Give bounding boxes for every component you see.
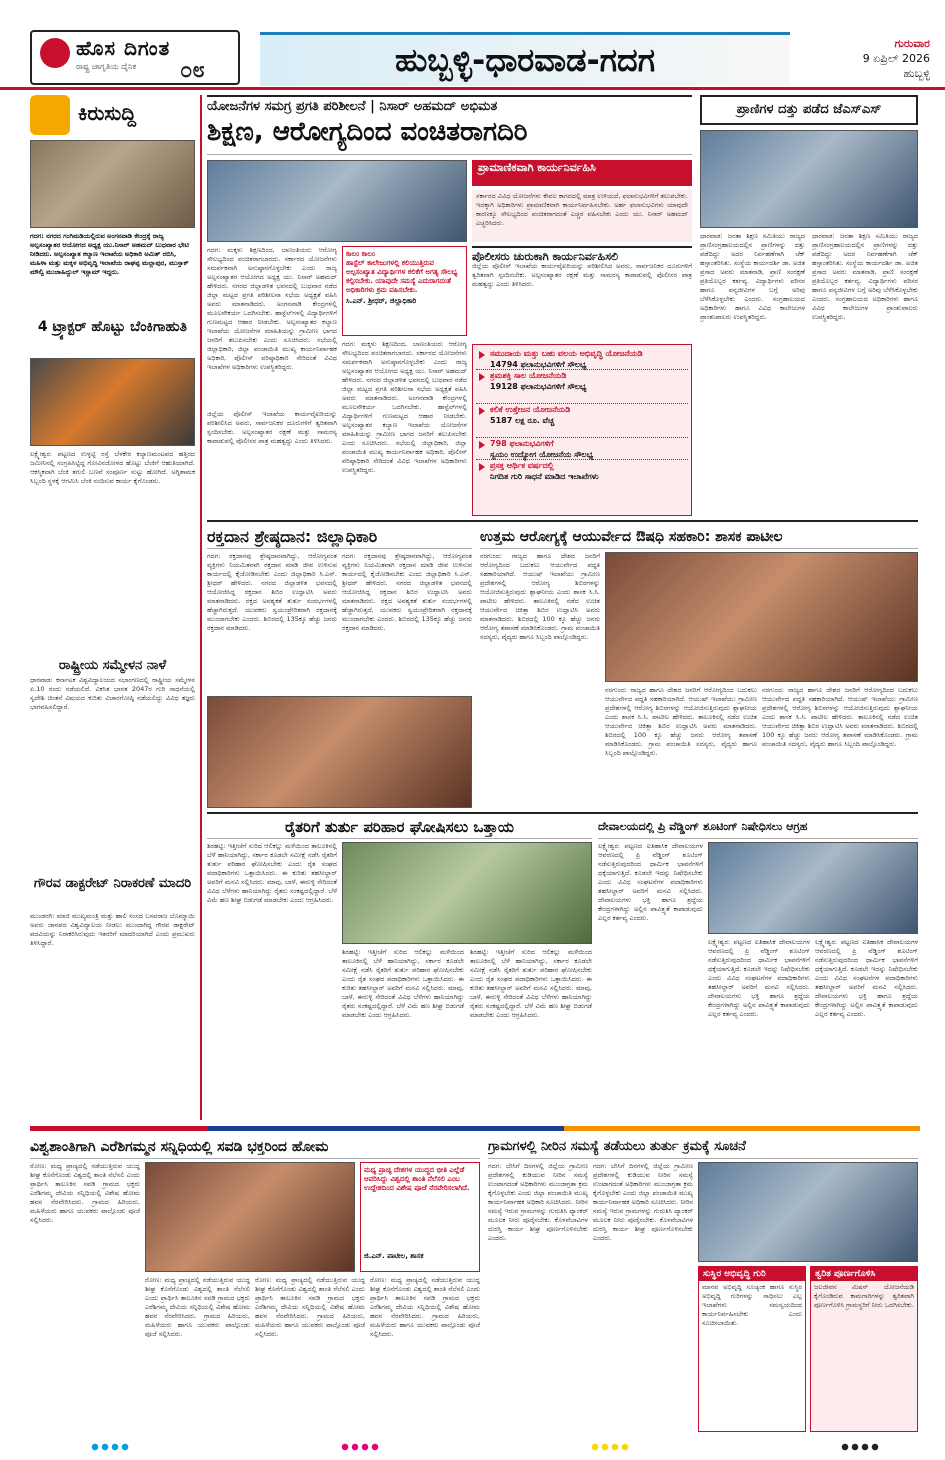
vishwashanti-body-col4: ರೋಣ: ಮಧ್ಯ ಪ್ರಾಚ್ಯದಲ್ಲಿ ನಡೆಯುತ್ತಿರುವ ಯುದ್ಧ ಶೀಘ್ರ ಕೊನೆಗೊಂಡು ವಿಶ್ವದಲ್ಲಿ ಶಾಂತಿ ನೆಲೆಸಲಿ ಎಂದು ಪ್ರಾರ್ಥಿಸಿ ತಾಲೂಕಿನ ಸವಡಿ ಗ್ರಾಮದ ಭಕ್ತರು ಎರೆಶಿಗಮ್ಮ ದೇವಿಯ ಸನ್ನಿಧಿಯಲ್ಲಿ ವಿಶೇಷ ಹೋಮ ಹವನ ನೆರವೇರಿಸಿದರು. ಗ್ರಾಮದ ಹಿರಿಯರು, ಮಹಿಳೆಯರು ಹಾಗೂ ಯುವಕರು ಪಾಲ್ಗೊಂಡು ಪೂಜೆ ಸಲ್ಲಿಸಿದರು. — [370, 1276, 480, 1338]
lead-headline: ಶಿಕ್ಷಣ, ಆರೋಗ್ಯದಿಂದ ವಂಚಿತರಾಗದಿರಿ — [207, 117, 528, 147]
logo-tagline: ರಾಷ್ಟ್ರ ಜಾಗೃತಿಯ ದೈನಿಕ — [76, 62, 137, 71]
lead-photo — [207, 160, 467, 242]
rakta-body-col2: ಗದಗ: ರಕ್ತದಾನವು ಶ್ರೇಷ್ಠದಾನವಾಗಿದ್ದು, ಆರೋಗ್ಯವಂತ ವ್ಯಕ್ತಿಗಳು ನಿಯಮಿತವಾಗಿ ರಕ್ತದಾನ ಮಾಡಿ ಜೀವ ಉಳಿಸುವ ಕಾರ್ಯದಲ್ಲಿ ಕೈಜೋಡಿಸಬೇಕು ಎಂದು ಜಿಲ್ಲಾಧಿಕಾರಿ ಸಿ.ಎನ್. ಶ್ರೀಧರ್ ಹೇಳಿದರು. ನಗರದ ಜಿಲ್ಲಾಡಳಿತ ಭವನದಲ್ಲಿ ಆಯೋಜಿಸಿದ್ದ ರಕ್ತದಾನ ಶಿಬಿರ ಉದ್ಘಾಟಿಸಿ ಅವರು ಮಾತನಾಡಿದರು. ರಕ್ತದ ಅವಶ್ಯಕತೆ ತುರ್ತು ಸಂದರ್ಭಗಳಲ್ಲಿ ಹೆಚ್ಚಾಗಿರುತ್ತದೆ. ಯುವಕರು ಸ್ವಯಂಪ್ರೇರಿತರಾಗಿ ರಕ್ತದಾನಕ್ಕೆ ಮುಂದಾಗಬೇಕು ಎಂದರು. ಶಿಬಿರದಲ್ಲಿ 135ಕ್ಕೂ ಹೆಚ್ಚು ಜನರು ರಕ್ತದಾನ ಮಾಡಿದರು. — [342, 552, 472, 632]
section-rule — [207, 520, 918, 522]
bullet-item: ಶ್ರಮಶಕ್ತಿ ಸಾಲ ಯೋಜನೆಯಡಿ 19128 ಫಲಾನುಭವಿಗಳಿಗೆ ಸೌಲಭ್ಯ — [476, 370, 688, 404]
edition-place: ಹುಬ್ಬಳ್ಳಿ — [903, 67, 930, 80]
vishwashanti-quote-text: ಮಧ್ಯ ಪ್ರಾಚ್ಯ ದೇಶಗಳ ಯುದ್ಧದ ಭೀತಿ ಎಲ್ಲೆಡೆ ಆವರಿಸಿದ್ದು ವಿಶ್ವದಲ್ಲಿ ಶಾಂತಿ ನೆಲೆಸಲಿ ಎಂಬ ಉದ್ದೇಶದಿಂದ ವಿಶೇಷ ಪೂಜೆ ನೆರವೇರಿಸಲಾಗಿದೆ. — [364, 1166, 470, 1192]
section-rule — [207, 812, 918, 814]
kirusuddi-photo-1 — [30, 140, 195, 228]
lead-body-col1-cont: ಜಿಲ್ಲೆಯ ಪೊಲೀಸ್ ಇಲಾಖೆಯ ಕಾರ್ಯವೈಖರಿಯನ್ನು ಪರಿಶೀಲಿಸಿದ ಅವರು, ಸಾರ್ವಜನಿಕರ ದೂರುಗಳಿಗೆ ತ್ವರಿತವಾಗಿ ಸ್ಪಂದಿಸಬೇಕು. ಅಲ್ಪಸಂಖ್ಯಾತರ ರಕ್ಷಣೆ ಮತ್ತು ಸಾಮರಸ್ಯ ಕಾಪಾಡುವಲ್ಲಿ ಪೊಲೀಸರ ಪಾತ್ರ ಮಹತ್ವದ್ದು ಎಂದು ತಿಳಿಸಿದರು. — [207, 410, 337, 445]
lead-sub2-body: ಜಿಲ್ಲೆಯ ಪೊಲೀಸ್ ಇಲಾಖೆಯ ಕಾರ್ಯವೈಖರಿಯನ್ನು ಪರಿಶೀಲಿಸಿದ ಅವರು, ಸಾರ್ವಜನಿಕರ ದೂರುಗಳಿಗೆ ತ್ವರಿತವಾಗಿ ಸ್ಪಂದಿಸಬೇಕು. ಅಲ್ಪಸಂಖ್ಯಾತರ ರಕ್ಷಣೆ ಮತ್ತು ಸಾಮರಸ್ಯ ಕಾಪಾಡುವಲ್ಲಿ ಪೊಲೀಸರ ಪಾತ್ರ ಮಹತ್ವದ್ದು ಎಂದು ತಿಳಿಸಿದರು. — [472, 262, 692, 288]
ayurveda-headline: ಉತ್ತಮ ಆರೋಗ್ಯಕ್ಕೆ ಆಯುರ್ವೇದ ಔಷಧಿ ಸಹಕಾರಿ: ಶಾಸಕ ಪಾಟೀಲ — [480, 526, 918, 549]
lead-sub1-title: ಪ್ರಾಮಾಣಿಕವಾಗಿ ಕಾರ್ಯನಿರ್ವಹಿಸಿ — [472, 160, 692, 186]
pranigala-body-col2: ಧಾರವಾಡ: ಜನತಾ ಶಿಕ್ಷಣ ಸಮಿತಿಯು ರಾಜ್ಯದ ಪ್ರಾಣಿಸಂಗ್ರಹಾಲಯದಲ್ಲಿನ ಪ್ರಾಣಿಗಳನ್ನು ದತ್ತು ಪಡೆದಿದ್ದು ಅದರ ನಿರ್ವಹಣೆಗಾಗಿ ಚೆಕ್ ಹಸ್ತಾಂತರಿಸಿತು. ಸಂಸ್ಥೆಯ ಕಾರ್ಯದರ್ಶಿ ಡಾ. ಅಜಿತ ಪ್ರಸಾದ ಅವರು ಮಾತನಾಡಿ, ಪ್ರಾಣಿ ಸಂರಕ್ಷಣೆ ಪ್ರತಿಯೊಬ್ಬರ ಕರ್ತವ್ಯ. ವಿದ್ಯಾರ್ಥಿಗಳು ಪರಿಸರ ಹಾಗೂ ವನ್ಯಜೀವಿಗಳ ಬಗ್ಗೆ ಅರಿವು ಬೆಳೆಸಿಕೊಳ್ಳಬೇಕು ಎಂದರು. ಸಂಗ್ರಹಾಲಯದ ಅಧಿಕಾರಿಗಳು ಹಾಗೂ ವಿವಿಧ ಕಾಲೇಜುಗಳ ಪ್ರಾಂಶುಪಾಲರು ಉಪಸ್ಥಿತರಿದ್ದರು. — [812, 232, 918, 321]
lead-body-col2: ಗದಗ: ಮಕ್ಕಳು ಶಿಕ್ಷಣದಿಂದ, ಬಾಣಂತಿಯರು ಆರೋಗ್ಯ ಸೌಲಭ್ಯದಿಂದ ವಂಚಿತರಾಗಬಾರದು. ಸರ್ಕಾರದ ಯೋಜನೆಗಳು ಸಮರ್ಪಕವಾಗಿ ಅನುಷ್ಠಾನಗೊಳ್ಳಬೇಕು ಎಂದು ರಾಜ್ಯ ಅಲ್ಪಸಂಖ್ಯಾತರ ಆಯೋಗದ ಅಧ್ಯಕ್ಷ ಯು. ನಿಸಾರ್ ಅಹಮದ್ ಹೇಳಿದರು. ನಗರದ ಜಿಲ್ಲಾಡಳಿತ ಭವನದಲ್ಲಿ ಬುಧವಾರ ನಡೆದ ಜಿಲ್ಲಾ ಮಟ್ಟದ ಪ್ರಗತಿ ಪರಿಶೀಲನಾ ಸಭೆಯ ಅಧ್ಯಕ್ಷತೆ ವಹಿಸಿ ಅವರು ಮಾತನಾಡಿದರು. ಅಂಗನವಾಡಿ ಕೇಂದ್ರಗಳಲ್ಲಿ ಮೂಲಸೌಕರ್ಯ ಒದಗಿಸಬೇಕು. ಹಾಸ್ಟೆಲ್‌ಗಳಲ್ಲಿ ವಿದ್ಯಾರ್ಥಿಗಳಿಗೆ ಗುಣಮಟ್ಟದ ಆಹಾರ ನೀಡಬೇಕು. ಅಲ್ಪಸಂಖ್ಯಾತರ ಕಲ್ಯಾಣ ಇಲಾಖೆಯ ಯೋಜನೆಗಳ ಮಾಹಿತಿಯನ್ನು ಗ್ರಾಮೀಣ ಭಾಗದ ಜನರಿಗೆ ತಲುಪಿಸಬೇಕು ಎಂದು ಸೂಚಿಸಿದರು. ಸಭೆಯಲ್ಲಿ ಜಿಲ್ಲಾಧಿಕಾರಿ, ಜಿಲ್ಲಾ ಪಂಚಾಯಿತಿ ಮುಖ್ಯ ಕಾರ್ಯನಿರ್ವಾಹಕ ಅಧಿಕಾರಿ, ಪೊಲೀಸ್ ವರಿಷ್ಠಾಧಿಕಾರಿ ಸೇರಿದಂತೆ ವಿವಿಧ ಇಲಾಖೆಗಳ ಅಧಿಕಾರಿಗಳು ಉಪಸ್ಥಿತರಿದ್ದರು. — [342, 340, 467, 474]
pranigala-headline: ಪ್ರಾಣಿಗಳ ದತ್ತು ಪಡೆದ ಜೆಎಸ್ಎಸ್ — [700, 95, 918, 125]
ayurveda-photo — [605, 552, 918, 682]
raitarige-photo — [342, 842, 592, 944]
raitarige-body-col2: ಶಿರಹಟ್ಟಿ: ಇತ್ತೀಚೆಗೆ ಸುರಿದ ಆಲಿಕಲ್ಲು ಮಳೆಯಿಂದ ತಾಲೂಕಿನಲ್ಲಿ ಬೆಳೆ ಹಾನಿಯಾಗಿದ್ದು, ಸರ್ಕಾರ ಕೂಡಲೇ ಸಮೀಕ್ಷೆ ನಡೆಸಿ ರೈತರಿಗೆ ತುರ್ತು ಪರಿಹಾರ ಘೋಷಿಸಬೇಕು ಎಂದು ರೈತ ಸಂಘದ ಪದಾಧಿಕಾರಿಗಳು ಒತ್ತಾಯಿಸಿದರು. ಈ ಕುರಿತು ತಹಸೀಲ್ದಾರ್ ಅವರಿಗೆ ಮನವಿ ಸಲ್ಲಿಸಿದರು. ಮಾವು, ಬಾಳೆ, ಈರುಳ್ಳಿ ಸೇರಿದಂತೆ ವಿವಿಧ ಬೆಳೆಗಳು ಹಾನಿಯಾಗಿದ್ದು ರೈತರು ಸಂಕಷ್ಟದಲ್ಲಿದ್ದಾರೆ. ಬೆಳೆ ವಿಮೆ ಹಣ ಶೀಘ್ರ ಬಿಡುಗಡೆ ಮಾಡಬೇಕು ಎಂದು ಆಗ್ರಹಿಸಿದರು. — [342, 948, 464, 1019]
lead-sub2-title: ಪೊಲೀಸರು ಚುರುಕಾಗಿ ಕಾರ್ಯನಿರ್ವಹಿಸಲಿ — [472, 246, 692, 264]
quote-label: ಕಾಲಂ ಕಾಲಂ — [346, 250, 375, 258]
gramagala-box2 — [810, 1266, 918, 1432]
devalaya-body-col1: ಲಕ್ಷ್ಮೇಶ್ವರ: ಪಟ್ಟಣದ ಐತಿಹಾಸಿಕ ದೇವಾಲಯಗಳ ಆವರಣದಲ್ಲಿ ಪ್ರಿ ವೆಡ್ಡಿಂಗ್ ಶೂಟಿಂಗ್ ನಡೆಸುತ್ತಿರುವುದರಿಂದ ಧಾರ್ಮಿಕ ಭಾವನೆಗಳಿಗೆ ಧಕ್ಕೆಯಾಗುತ್ತಿದೆ. ಕೂಡಲೇ ಇದನ್ನು ನಿಷೇಧಿಸಬೇಕು ಎಂದು ವಿವಿಧ ಸಂಘಟನೆಗಳ ಪದಾಧಿಕಾರಿಗಳು ತಹಸೀಲ್ದಾರ್ ಅವರಿಗೆ ಮನವಿ ಸಲ್ಲಿಸಿದರು. ದೇವಾಲಯಗಳು ಭಕ್ತಿ ಹಾಗೂ ಶ್ರದ್ಧೆಯ ಕೇಂದ್ರಗಳಾಗಿದ್ದು ಅಲ್ಲಿನ ಪಾವಿತ್ರ್ಯತೆ ಕಾಪಾಡುವುದು ಎಲ್ಲರ ಕರ್ತವ್ಯ ಎಂದರು. — [598, 842, 703, 922]
registration-marks — [90, 1442, 130, 1452]
page-number: ೦೮ — [180, 58, 205, 83]
rakta-photo — [207, 696, 472, 808]
logo-title: ಹೊಸ ದಿಗಂತ — [76, 36, 171, 60]
lead-sub1-body: ಸರ್ಕಾರದ ವಿವಿಧ ಯೋಜನೆಗಳು ಕೇವಲ ಕಾಗದದಲ್ಲಿ ಮಾತ್ರ ಉಳಿಯದೆ, ಫಲಾನುಭವಿಗಳಿಗೆ ತಲುಪಬೇಕು. ಇದಕ್ಕಾಗಿ ಅಧಿಕಾರಿಗಳು ಪ್ರಾಮಾಣಿಕವಾಗಿ ಕಾರ್ಯನಿರ್ವಹಿಸಬೇಕು. ಅರ್ಹ ಫಲಾನುಭವಿಗಳು ಯಾವುದೇ ಕಾರಣಕ್ಕೂ ಸೌಲಭ್ಯದಿಂದ ವಂಚಿತರಾಗದಂತೆ ಎಚ್ಚರ ವಹಿಸಬೇಕು ಎಂದು ಯು. ನಿಸಾರ್ ಅಹಮದ್ ಎಚ್ಚರಿಸಿದರು. — [472, 190, 692, 242]
gramagala-body-col2: ಗದಗ: ಬೇಸಿಗೆ ದಿನಗಳಲ್ಲಿ ಜಿಲ್ಲೆಯ ಗ್ರಾಮೀಣ ಪ್ರದೇಶಗಳಲ್ಲಿ ಕುಡಿಯುವ ನೀರಿನ ಸಮಸ್ಯೆ ಉಂಟಾಗದಂತೆ ಅಧಿಕಾರಿಗಳು ಮುಂಜಾಗ್ರತಾ ಕ್ರಮ ಕೈಗೊಳ್ಳಬೇಕು ಎಂದು ಜಿಲ್ಲಾ ಪಂಚಾಯಿತಿ ಮುಖ್ಯ ಕಾರ್ಯನಿರ್ವಾಹಕ ಅಧಿಕಾರಿ ಸೂಚಿಸಿದರು. ನೀರಿನ ಸಮಸ್ಯೆ ಇರುವ ಗ್ರಾಮಗಳನ್ನು ಗುರುತಿಸಿ ಟ್ಯಾಂಕರ್ ಮೂಲಕ ನೀರು ಪೂರೈಸಬೇಕು. ಕೊಳವೆಬಾವಿಗಳ ದುರಸ್ತಿ ಕಾರ್ಯ ಶೀಘ್ರ ಪೂರ್ಣಗೊಳಿಸಬೇಕು ಎಂದರು. — [593, 1162, 693, 1242]
kirusuddi-headline-4: ಗೌರವ ಡಾಕ್ಟರೇಟ್ ನಿರಾಕರಣೆ ಮಾದರಿ — [33, 876, 192, 891]
registration-marks — [590, 1442, 630, 1452]
rakta-headline: ರಕ್ತದಾನ ಶ್ರೇಷ್ಠದಾನ: ಜಿಲ್ಲಾಧಿಕಾರಿ — [207, 526, 472, 549]
lead-quote-author: ಸಿ.ಎನ್. ಶ್ರೀಧರ್, ಜಿಲ್ಲಾಧಿಕಾರಿ — [346, 297, 417, 305]
rakta-body-col1: ಗದಗ: ರಕ್ತದಾನವು ಶ್ರೇಷ್ಠದಾನವಾಗಿದ್ದು, ಆರೋಗ್ಯವಂತ ವ್ಯಕ್ತಿಗಳು ನಿಯಮಿತವಾಗಿ ರಕ್ತದಾನ ಮಾಡಿ ಜೀವ ಉಳಿಸುವ ಕಾರ್ಯದಲ್ಲಿ ಕೈಜೋಡಿಸಬೇಕು ಎಂದು ಜಿಲ್ಲಾಧಿಕಾರಿ ಸಿ.ಎನ್. ಶ್ರೀಧರ್ ಹೇಳಿದರು. ನಗರದ ಜಿಲ್ಲಾಡಳಿತ ಭವನದಲ್ಲಿ ಆಯೋಜಿಸಿದ್ದ ರಕ್ತದಾನ ಶಿಬಿರ ಉದ್ಘಾಟಿಸಿ ಅವರು ಮಾತನಾಡಿದರು. ರಕ್ತದ ಅವಶ್ಯಕತೆ ತುರ್ತು ಸಂದರ್ಭಗಳಲ್ಲಿ ಹೆಚ್ಚಾಗಿರುತ್ತದೆ. ಯುವಕರು ಸ್ವಯಂಪ್ರೇರಿತರಾಗಿ ರಕ್ತದಾನಕ್ಕೆ ಮುಂದಾಗಬೇಕು ಎಂದರು. ಶಿಬಿರದಲ್ಲಿ 135ಕ್ಕೂ ಹೆಚ್ಚು ಜನರು ರಕ್ತದಾನ ಮಾಡಿದರು. — [207, 552, 337, 632]
gramagala-box1-title: ಸುಸ್ಥಿರ ಅಭಿವೃದ್ಧಿ ಗುರಿ — [699, 1267, 805, 1281]
raitarige-body-col3: ಶಿರಹಟ್ಟಿ: ಇತ್ತೀಚೆಗೆ ಸುರಿದ ಆಲಿಕಲ್ಲು ಮಳೆಯಿಂದ ತಾಲೂಕಿನಲ್ಲಿ ಬೆಳೆ ಹಾನಿಯಾಗಿದ್ದು, ಸರ್ಕಾರ ಕೂಡಲೇ ಸಮೀಕ್ಷೆ ನಡೆಸಿ ರೈತರಿಗೆ ತುರ್ತು ಪರಿಹಾರ ಘೋಷಿಸಬೇಕು ಎಂದು ರೈತ ಸಂಘದ ಪದಾಧಿಕಾರಿಗಳು ಒತ್ತಾಯಿಸಿದರು. ಈ ಕುರಿತು ತಹಸೀಲ್ದಾರ್ ಅವರಿಗೆ ಮನವಿ ಸಲ್ಲಿಸಿದರು. ಮಾವು, ಬಾಳೆ, ಈರುಳ್ಳಿ ಸೇರಿದಂತೆ ವಿವಿಧ ಬೆಳೆಗಳು ಹಾನಿಯಾಗಿದ್ದು ರೈತರು ಸಂಕಷ್ಟದಲ್ಲಿದ್ದಾರೆ. ಬೆಳೆ ವಿಮೆ ಹಣ ಶೀಘ್ರ ಬಿಡುಗಡೆ ಮಾಡಬೇಕು ಎಂದು ಆಗ್ರಹಿಸಿದರು. — [470, 948, 592, 1019]
left-column-rule — [200, 95, 202, 1120]
devalaya-photo — [708, 842, 918, 934]
pranigala-body-col1: ಧಾರವಾಡ: ಜನತಾ ಶಿಕ್ಷಣ ಸಮಿತಿಯು ರಾಜ್ಯದ ಪ್ರಾಣಿಸಂಗ್ರಹಾಲಯದಲ್ಲಿನ ಪ್ರಾಣಿಗಳನ್ನು ದತ್ತು ಪಡೆದಿದ್ದು ಅದರ ನಿರ್ವಹಣೆಗಾಗಿ ಚೆಕ್ ಹಸ್ತಾಂತರಿಸಿತು. ಸಂಸ್ಥೆಯ ಕಾರ್ಯದರ್ಶಿ ಡಾ. ಅಜಿತ ಪ್ರಸಾದ ಅವರು ಮಾತನಾಡಿ, ಪ್ರಾಣಿ ಸಂರಕ್ಷಣೆ ಪ್ರತಿಯೊಬ್ಬರ ಕರ್ತವ್ಯ. ವಿದ್ಯಾರ್ಥಿಗಳು ಪರಿಸರ ಹಾಗೂ ವನ್ಯಜೀವಿಗಳ ಬಗ್ಗೆ ಅರಿವು ಬೆಳೆಸಿಕೊಳ್ಳಬೇಕು ಎಂದರು. ಸಂಗ್ರಹಾಲಯದ ಅಧಿಕಾರಿಗಳು ಹಾಗೂ ವಿವಿಧ ಕಾಲೇಜುಗಳ ಪ್ರಾಂಶುಪಾಲರು ಉಪಸ್ಥಿತರಿದ್ದರು. — [700, 232, 805, 321]
registration-marks — [340, 1442, 380, 1452]
registration-marks — [840, 1442, 880, 1452]
lead-quote-box — [342, 246, 467, 336]
gramagala-box2-body: ಜಲಜೀವನ ಮಿಷನ್ ಯೋಜನೆಯಡಿ ಕೈಗೊಂಡಿರುವ ಕಾಮಗಾರಿಗಳನ್ನು ತ್ವರಿತವಾಗಿ ಪೂರ್ಣಗೊಳಿಸಿ ಗ್ರಾಮಸ್ಥರಿಗೆ ನೀರು ಒದಗಿಸಬೇಕು. — [814, 1283, 914, 1309]
edition-date: 9 ಏಪ್ರಿಲ್ 2026 — [862, 52, 930, 65]
edition-title: ಹುಬ್ಬಳ್ಳಿ-ಧಾರವಾಡ-ಗದಗ — [260, 32, 790, 86]
vishwashanti-quote-author: ಜಿ.ಎನ್. ಪಾಟೀಲ, ಶಾಸಕ — [364, 1252, 424, 1260]
logo-emblem-icon — [40, 38, 70, 68]
bullet-item: 798 ಫಲಾನುಭವಿಗಳಿಗೆ ಸ್ವಯಂ ಉದ್ಯೋಗ ಯೋಜನೆಯ ಸೌಲಭ್ಯ — [476, 438, 688, 460]
edition-day: ಗುರುವಾರ — [894, 37, 930, 50]
lead-bullets — [472, 344, 692, 516]
gramagala-headline: ಗ್ರಾಮಗಳಲ್ಲಿ ನೀರಿನ ಸಮಸ್ಯೆ ತಡೆಯಲು ತುರ್ತು ಕ್ರಮಕ್ಕೆ ಸೂಚನೆ — [488, 1136, 918, 1159]
gramagala-box2-title: ತ್ವರಿತ ಪೂರ್ಣಗೊಳಿಸಿ — [811, 1267, 917, 1281]
kirusuddi-header — [30, 95, 200, 135]
bullet-item: ಕಲಿಕೆ ಉತ್ತೇಜನ ಯೋಜನೆಯಡಿ 5187 ಲಕ್ಷ ರೂ. ವೆಚ್ಚ — [476, 404, 688, 438]
lead-story-header — [207, 95, 692, 155]
lead-quote-text: ಹಾಸ್ಟೆಲ್ ಕಾಲೇಜುಗಳಲ್ಲಿ ಕಲಿಯುತ್ತಿರುವ ಅಲ್ಪಸಂಖ್ಯಾತ ವಿದ್ಯಾರ್ಥಿಗಳ ಕಲಿಕೆಗೆ ಅಗತ್ಯ ಸೌಲಭ್ಯ ಕಲ್ಪಿಸಬೇಕು. ಯಾವುದೇ ಸಮಸ್ಯೆ ಎದುರಾಗದಂತೆ ಅಧಿಕಾರಿಗಳು ಕ್ರಮ ವಹಿಸಬೇಕು. — [346, 259, 458, 294]
kirusuddi-label: ಕಿರುಸುದ್ದಿ — [78, 101, 137, 125]
kirusuddi-headline-2: 4 ಟ್ರ್ಯಾಕ್ಟರ್ ಹೊಟ್ಟು ಬೆಂಕಿಗಾಹುತಿ — [37, 319, 188, 335]
edition-date-block — [800, 36, 930, 81]
bullet-item: ಪ್ರಸಕ್ತ ಆರ್ಥಿಕ ವರ್ಷದಲ್ಲಿ ನಿಗದಿತ ಗುರಿ ಸಾಧನೆ ಮಾಡಿದ ಇಲಾಖೆಗಳು — [476, 460, 688, 494]
kirusuddi-body-4: ಮುಂಡರಗಿ: ಮಾಜಿ ಮುಖ್ಯಮಂತ್ರಿ ಮತ್ತು ಹಾಲಿ ಸಂಸದ ಬಸವರಾಜ ಬೊಮ್ಮಾಯಿ ಅವರು ಜಾನಪದ ವಿಶ್ವವಿದ್ಯಾಲಯ ನೀಡಲು ಮುಂದಾಗಿದ್ದ ಗೌರವ ಡಾಕ್ಟರೇಟ್ ಪದವಿಯನ್ನು ನಿರಾಕರಿಸಿರುವುದು ಇತರರಿಗೆ ಮಾದರಿಯಾಗಿದೆ ಎಂದು ಪ್ರಮುಖರು ತಿಳಿಸಿದ್ದಾರೆ. — [30, 912, 195, 947]
hand-point-icon — [30, 95, 70, 135]
page-header — [0, 0, 945, 90]
kirusuddi-body-2: ಲಕ್ಷ್ಮೇಶ್ವರ: ಪಟ್ಟಣದ ಉಳ್ಳಟ್ಟಿ ರಸ್ತೆ ಬೆಳಕೇರ ಕಲ್ಯಾಣಮಂಟಪದ ಹತ್ತಿರದ ಜಮೀನಿನಲ್ಲಿ ಸಂಗ್ರಹಿಸಿಟ್ಟಿದ್ದ ಗೋವಿನಜೋಳದ ಹೊಟ್ಟು ಬೆಂಕಿಗೆ ಆಹುತಿಯಾಗಿದೆ. ಆಕಸ್ಮಿಕವಾಗಿ ಬೆಂಕಿ ತಗುಲಿ ಬಣವೆ ಸಂಪೂರ್ಣ ಸುಟ್ಟು ಹೋಗಿದೆ. ಅಗ್ನಿಶಾಮಕ ಸಿಬ್ಬಂದಿ ಸ್ಥಳಕ್ಕೆ ಆಗಮಿಸಿ ಬೆಂಕಿ ನಂದಿಸುವ ಕಾರ್ಯ ಕೈಗೊಂಡರು. — [30, 450, 195, 485]
devalaya-body-col2: ಲಕ್ಷ್ಮೇಶ್ವರ: ಪಟ್ಟಣದ ಐತಿಹಾಸಿಕ ದೇವಾಲಯಗಳ ಆವರಣದಲ್ಲಿ ಪ್ರಿ ವೆಡ್ಡಿಂಗ್ ಶೂಟಿಂಗ್ ನಡೆಸುತ್ತಿರುವುದರಿಂದ ಧಾರ್ಮಿಕ ಭಾವನೆಗಳಿಗೆ ಧಕ್ಕೆಯಾಗುತ್ತಿದೆ. ಕೂಡಲೇ ಇದನ್ನು ನಿಷೇಧಿಸಬೇಕು ಎಂದು ವಿವಿಧ ಸಂಘಟನೆಗಳ ಪದಾಧಿಕಾರಿಗಳು ತಹಸೀಲ್ದಾರ್ ಅವರಿಗೆ ಮನವಿ ಸಲ್ಲಿಸಿದರು. ದೇವಾಲಯಗಳು ಭಕ್ತಿ ಹಾಗೂ ಶ್ರದ್ಧೆಯ ಕೇಂದ್ರಗಳಾಗಿದ್ದು ಅಲ್ಲಿನ ಪಾವಿತ್ರ್ಯತೆ ಕಾಪಾಡುವುದು ಎಲ್ಲರ ಕರ್ತವ್ಯ ಎಂದರು. — [708, 938, 810, 1018]
ayurveda-body-col1: ನರಗುಂದ: ರಾಜ್ಯದ ಹಾಗೂ ದೇಶದ ಜನರಿಗೆ ಆರೋಗ್ಯದಿಂದ ಬದುಕಲು ಆಯುರ್ವೇದ ಪದ್ಧತಿ ಸಹಕಾರಿಯಾಗಿದೆ. ಆಯುಷ್ ಇಲಾಖೆಯು ಗ್ರಾಮೀಣ ಪ್ರದೇಶಗಳಲ್ಲಿ ಆರೋಗ್ಯ ಶಿಬಿರಗಳನ್ನು ಆಯೋಜಿಸುತ್ತಿರುವುದು ಶ್ಲಾಘನೀಯ ಎಂದು ಶಾಸಕ ಸಿ.ಸಿ. ಪಾಟೀಲ ಹೇಳಿದರು. ತಾಲೂಕಿನಲ್ಲಿ ನಡೆದ ಉಚಿತ ಆಯುರ್ವೇದ ಚಿಕಿತ್ಸಾ ಶಿಬಿರ ಉದ್ಘಾಟಿಸಿ ಅವರು ಮಾತನಾಡಿದರು. ಶಿಬಿರದಲ್ಲಿ 100 ಕ್ಕೂ ಹೆಚ್ಚು ಜನರು ಆರೋಗ್ಯ ತಪಾಸಣೆ ಮಾಡಿಸಿಕೊಂಡರು. ಗ್ರಾಮ ಪಂಚಾಯಿತಿ ಸದಸ್ಯರು, ವೈದ್ಯರು ಹಾಗೂ ಸಿಬ್ಬಂದಿ ಪಾಲ್ಗೊಂಡಿದ್ದರು. — [480, 552, 600, 641]
gramagala-box1 — [698, 1266, 806, 1432]
vishwashanti-headline: ವಿಶ್ವಶಾಂತಿಗಾಗಿ ಎರೆಶಿಗಮ್ಮನ ಸನ್ನಿಧಿಯಲ್ಲಿ ಸವಡಿ ಭಕ್ತರಿಂದ ಹೋಮ — [30, 1136, 480, 1159]
section-color-bar — [30, 1126, 920, 1131]
devalaya-headline: ದೇವಾಲಯದಲ್ಲಿ ಪ್ರಿ ವೆಡ್ಡಿಂಗ್ ಶೂಟಿಂಗ್ ನಿಷೇಧಿಸಲು ಆಗ್ರಹ — [598, 816, 918, 839]
lead-body-col1: ಗದಗ: ಮಕ್ಕಳು ಶಿಕ್ಷಣದಿಂದ, ಬಾಣಂತಿಯರು ಆರೋಗ್ಯ ಸೌಲಭ್ಯದಿಂದ ವಂಚಿತರಾಗಬಾರದು. ಸರ್ಕಾರದ ಯೋಜನೆಗಳು ಸಮರ್ಪಕವಾಗಿ ಅನುಷ್ಠಾನಗೊಳ್ಳಬೇಕು ಎಂದು ರಾಜ್ಯ ಅಲ್ಪಸಂಖ್ಯಾತರ ಆಯೋಗದ ಅಧ್ಯಕ್ಷ ಯು. ನಿಸಾರ್ ಅಹಮದ್ ಹೇಳಿದರು. ನಗರದ ಜಿಲ್ಲಾಡಳಿತ ಭವನದಲ್ಲಿ ಬುಧವಾರ ನಡೆದ ಜಿಲ್ಲಾ ಮಟ್ಟದ ಪ್ರಗತಿ ಪರಿಶೀಲನಾ ಸಭೆಯ ಅಧ್ಯಕ್ಷತೆ ವಹಿಸಿ ಅವರು ಮಾತನಾಡಿದರು. ಅಂಗನವಾಡಿ ಕೇಂದ್ರಗಳಲ್ಲಿ ಮೂಲಸೌಕರ್ಯ ಒದಗಿಸಬೇಕು. ಹಾಸ್ಟೆಲ್‌ಗಳಲ್ಲಿ ವಿದ್ಯಾರ್ಥಿಗಳಿಗೆ ಗುಣಮಟ್ಟದ ಆಹಾರ ನೀಡಬೇಕು. ಅಲ್ಪಸಂಖ್ಯಾತರ ಕಲ್ಯಾಣ ಇಲಾಖೆಯ ಯೋಜನೆಗಳ ಮಾಹಿತಿಯನ್ನು ಗ್ರಾಮೀಣ ಭಾಗದ ಜನರಿಗೆ ತಲುಪಿಸಬೇಕು ಎಂದು ಸೂಚಿಸಿದರು. ಸಭೆಯಲ್ಲಿ ಜಿಲ್ಲಾಧಿಕಾರಿ, ಜಿಲ್ಲಾ ಪಂಚಾಯಿತಿ ಮುಖ್ಯ ಕಾರ್ಯನಿರ್ವಾಹಕ ಅಧಿಕಾರಿ, ಪೊಲೀಸ್ ವರಿಷ್ಠಾಧಿಕಾರಿ ಸೇರಿದಂತೆ ವಿವಿಧ ಇಲಾಖೆಗಳ ಅಧಿಕಾರಿಗಳು ಉಪಸ್ಥಿತರಿದ್ದರು. — [207, 246, 337, 371]
vishwashanti-photo — [145, 1162, 355, 1272]
kirusuddi-caption-1: ಗದಗ: ನಗರದ ಗಂಗಿಮಡಿಯಲ್ಲಿರುವ ಅಂಗನವಾಡಿ ಕೇಂದ್ರಕ್ಕೆ ರಾಜ್ಯ ಅಲ್ಪಸಂಖ್ಯಾತರ ಆಯೋಗದ ಅಧ್ಯಕ್ಷ ಯು.ನಿಸಾರ್ ಅಹಮದ್ ಬುಧವಾರ ಭೇಟಿ ನೀಡಿದರು. ಅಲ್ಪಸಂಖ್ಯಾತ ಕಲ್ಯಾಣ ಇಲಾಖೆಯ ಅಧಿಕಾರಿ ಅಮಿತ್ ರಬಿಸಿ, ಮಹಿಳಾ ಮತ್ತು ಮಕ್ಕಳ ಅಭಿವೃದ್ಧಿ ಇಲಾಖೆಯ ರಾಘಪ್ಪ ಮಲ್ಲಾಪುರ, ಮುಸ್ತಾಕ್ ಮೌಲ್ವಿ ಮುಜಾಹಿದ್ದುಲ್ ಇಸ್ಲಾಮ್ ಇದ್ದರು. — [30, 232, 189, 276]
masthead-logo — [30, 30, 240, 85]
raitarige-headline: ರೈತರಿಗೆ ತುರ್ತು ಪರಿಹಾರ ಘೋಷಿಸಲು ಒತ್ತಾಯ — [207, 816, 592, 839]
gramagala-box1-body: ಮಾನವ ಅಭಿವೃದ್ಧಿ ಸೂಚ್ಯಂಕ ಹಾಗೂ ಸುಸ್ಥಿರ ಅಭಿವೃದ್ಧಿ ಗುರಿಗಳನ್ನು ಸಾಧಿಸಲು ಎಲ್ಲ ಇಲಾಖೆಗಳು ಸಮನ್ವಯದಿಂದ ಕಾರ್ಯನಿರ್ವಹಿಸಬೇಕು ಎಂದು ಸೂಚಿಸಲಾಯಿತು. — [702, 1283, 802, 1327]
fire-photo — [30, 358, 195, 446]
raitarige-body-col1: ಶಿರಹಟ್ಟಿ: ಇತ್ತೀಚೆಗೆ ಸುರಿದ ಆಲಿಕಲ್ಲು ಮಳೆಯಿಂದ ತಾಲೂಕಿನಲ್ಲಿ ಬೆಳೆ ಹಾನಿಯಾಗಿದ್ದು, ಸರ್ಕಾರ ಕೂಡಲೇ ಸಮೀಕ್ಷೆ ನಡೆಸಿ ರೈತರಿಗೆ ತುರ್ತು ಪರಿಹಾರ ಘೋಷಿಸಬೇಕು ಎಂದು ರೈತ ಸಂಘದ ಪದಾಧಿಕಾರಿಗಳು ಒತ್ತಾಯಿಸಿದರು. ಈ ಕುರಿತು ತಹಸೀಲ್ದಾರ್ ಅವರಿಗೆ ಮನವಿ ಸಲ್ಲಿಸಿದರು. ಮಾವು, ಬಾಳೆ, ಈರುಳ್ಳಿ ಸೇರಿದಂತೆ ವಿವಿಧ ಬೆಳೆಗಳು ಹಾನಿಯಾಗಿದ್ದು ರೈತರು ಸಂಕಷ್ಟದಲ್ಲಿದ್ದಾರೆ. ಬೆಳೆ ವಿಮೆ ಹಣ ಶೀಘ್ರ ಬಿಡುಗಡೆ ಮಾಡಬೇಕು ಎಂದು ಆಗ್ರಹಿಸಿದರು. — [207, 842, 337, 904]
ayurveda-body-col2: ನರಗುಂದ: ರಾಜ್ಯದ ಹಾಗೂ ದೇಶದ ಜನರಿಗೆ ಆರೋಗ್ಯದಿಂದ ಬದುಕಲು ಆಯುರ್ವೇದ ಪದ್ಧತಿ ಸಹಕಾರಿಯಾಗಿದೆ. ಆಯುಷ್ ಇಲಾಖೆಯು ಗ್ರಾಮೀಣ ಪ್ರದೇಶಗಳಲ್ಲಿ ಆರೋಗ್ಯ ಶಿಬಿರಗಳನ್ನು ಆಯೋಜಿಸುತ್ತಿರುವುದು ಶ್ಲಾಘನೀಯ ಎಂದು ಶಾಸಕ ಸಿ.ಸಿ. ಪಾಟೀಲ ಹೇಳಿದರು. ತಾಲೂಕಿನಲ್ಲಿ ನಡೆದ ಉಚಿತ ಆಯುರ್ವೇದ ಚಿಕಿತ್ಸಾ ಶಿಬಿರ ಉದ್ಘಾಟಿಸಿ ಅವರು ಮಾತನಾಡಿದರು. ಶಿಬಿರದಲ್ಲಿ 100 ಕ್ಕೂ ಹೆಚ್ಚು ಜನರು ಆರೋಗ್ಯ ತಪಾಸಣೆ ಮಾಡಿಸಿಕೊಂಡರು. ಗ್ರಾಮ ಪಂಚಾಯಿತಿ ಸದಸ್ಯರು, ವೈದ್ಯರು ಹಾಗೂ ಸಿಬ್ಬಂದಿ ಪಾಲ್ಗೊಂಡಿದ್ದರು. — [605, 686, 757, 757]
kirusuddi-headline-3: ರಾಷ್ಟ್ರೀಯ ಸಮ್ಮೇಳನ ನಾಳೆ — [58, 658, 167, 673]
vishwashanti-quote-box — [360, 1162, 480, 1272]
ayurveda-body-col3: ನರಗುಂದ: ರಾಜ್ಯದ ಹಾಗೂ ದೇಶದ ಜನರಿಗೆ ಆರೋಗ್ಯದಿಂದ ಬದುಕಲು ಆಯುರ್ವೇದ ಪದ್ಧತಿ ಸಹಕಾರಿಯಾಗಿದೆ. ಆಯುಷ್ ಇಲಾಖೆಯು ಗ್ರಾಮೀಣ ಪ್ರದೇಶಗಳಲ್ಲಿ ಆರೋಗ್ಯ ಶಿಬಿರಗಳನ್ನು ಆಯೋಜಿಸುತ್ತಿರುವುದು ಶ್ಲಾಘನೀಯ ಎಂದು ಶಾಸಕ ಸಿ.ಸಿ. ಪಾಟೀಲ ಹೇಳಿದರು. ತಾಲೂಕಿನಲ್ಲಿ ನಡೆದ ಉಚಿತ ಆಯುರ್ವೇದ ಚಿಕಿತ್ಸಾ ಶಿಬಿರ ಉದ್ಘಾಟಿಸಿ ಅವರು ಮಾತನಾಡಿದರು. ಶಿಬಿರದಲ್ಲಿ 100 ಕ್ಕೂ ಹೆಚ್ಚು ಜನರು ಆರೋಗ್ಯ ತಪಾಸಣೆ ಮಾಡಿಸಿಕೊಂಡರು. ಗ್ರಾಮ ಪಂಚಾಯಿತಿ ಸದಸ್ಯರು, ವೈದ್ಯರು ಹಾಗೂ ಸಿಬ್ಬಂದಿ ಪಾಲ್ಗೊಂಡಿದ್ದರು. — [762, 686, 918, 748]
vishwashanti-body-col1: ರೋಣ: ಮಧ್ಯ ಪ್ರಾಚ್ಯದಲ್ಲಿ ನಡೆಯುತ್ತಿರುವ ಯುದ್ಧ ಶೀಘ್ರ ಕೊನೆಗೊಂಡು ವಿಶ್ವದಲ್ಲಿ ಶಾಂತಿ ನೆಲೆಸಲಿ ಎಂದು ಪ್ರಾರ್ಥಿಸಿ ತಾಲೂಕಿನ ಸವಡಿ ಗ್ರಾಮದ ಭಕ್ತರು ಎರೆಶಿಗಮ್ಮ ದೇವಿಯ ಸನ್ನಿಧಿಯಲ್ಲಿ ವಿಶೇಷ ಹೋಮ ಹವನ ನೆರವೇರಿಸಿದರು. ಗ್ರಾಮದ ಹಿರಿಯರು, ಮಹಿಳೆಯರು ಹಾಗೂ ಯುವಕರು ಪಾಲ್ಗೊಂಡು ಪೂಜೆ ಸಲ್ಲಿಸಿದರು. — [30, 1162, 140, 1224]
pranigala-photo — [700, 130, 918, 228]
devalaya-body-col3: ಲಕ್ಷ್ಮೇಶ್ವರ: ಪಟ್ಟಣದ ಐತಿಹಾಸಿಕ ದೇವಾಲಯಗಳ ಆವರಣದಲ್ಲಿ ಪ್ರಿ ವೆಡ್ಡಿಂಗ್ ಶೂಟಿಂಗ್ ನಡೆಸುತ್ತಿರುವುದರಿಂದ ಧಾರ್ಮಿಕ ಭಾವನೆಗಳಿಗೆ ಧಕ್ಕೆಯಾಗುತ್ತಿದೆ. ಕೂಡಲೇ ಇದನ್ನು ನಿಷೇಧಿಸಬೇಕು ಎಂದು ವಿವಿಧ ಸಂಘಟನೆಗಳ ಪದಾಧಿಕಾರಿಗಳು ತಹಸೀಲ್ದಾರ್ ಅವರಿಗೆ ಮನವಿ ಸಲ್ಲಿಸಿದರು. ದೇವಾಲಯಗಳು ಭಕ್ತಿ ಹಾಗೂ ಶ್ರದ್ಧೆಯ ಕೇಂದ್ರಗಳಾಗಿದ್ದು ಅಲ್ಲಿನ ಪಾವಿತ್ರ್ಯತೆ ಕಾಪಾಡುವುದು ಎಲ್ಲರ ಕರ್ತವ್ಯ ಎಂದರು. — [815, 938, 918, 1018]
gramagala-body-col1: ಗದಗ: ಬೇಸಿಗೆ ದಿನಗಳಲ್ಲಿ ಜಿಲ್ಲೆಯ ಗ್ರಾಮೀಣ ಪ್ರದೇಶಗಳಲ್ಲಿ ಕುಡಿಯುವ ನೀರಿನ ಸಮಸ್ಯೆ ಉಂಟಾಗದಂತೆ ಅಧಿಕಾರಿಗಳು ಮುಂಜಾಗ್ರತಾ ಕ್ರಮ ಕೈಗೊಳ್ಳಬೇಕು ಎಂದು ಜಿಲ್ಲಾ ಪಂಚಾಯಿತಿ ಮುಖ್ಯ ಕಾರ್ಯನಿರ್ವಾಹಕ ಅಧಿಕಾರಿ ಸೂಚಿಸಿದರು. ನೀರಿನ ಸಮಸ್ಯೆ ಇರುವ ಗ್ರಾಮಗಳನ್ನು ಗುರುತಿಸಿ ಟ್ಯಾಂಕರ್ ಮೂಲಕ ನೀರು ಪೂರೈಸಬೇಕು. ಕೊಳವೆಬಾವಿಗಳ ದುರಸ್ತಿ ಕಾರ್ಯ ಶೀಘ್ರ ಪೂರ್ಣಗೊಳಿಸಬೇಕು ಎಂದರು. — [488, 1162, 588, 1242]
gramagala-photo — [698, 1162, 918, 1262]
vishwashanti-body-col3: ರೋಣ: ಮಧ್ಯ ಪ್ರಾಚ್ಯದಲ್ಲಿ ನಡೆಯುತ್ತಿರುವ ಯುದ್ಧ ಶೀಘ್ರ ಕೊನೆಗೊಂಡು ವಿಶ್ವದಲ್ಲಿ ಶಾಂತಿ ನೆಲೆಸಲಿ ಎಂದು ಪ್ರಾರ್ಥಿಸಿ ತಾಲೂಕಿನ ಸವಡಿ ಗ್ರಾಮದ ಭಕ್ತರು ಎರೆಶಿಗಮ್ಮ ದೇವಿಯ ಸನ್ನಿಧಿಯಲ್ಲಿ ವಿಶೇಷ ಹೋಮ ಹವನ ನೆರವೇರಿಸಿದರು. ಗ್ರಾಮದ ಹಿರಿಯರು, ಮಹಿಳೆಯರು ಹಾಗೂ ಯುವಕರು ಪಾಲ್ಗೊಂಡು ಪೂಜೆ ಸಲ್ಲಿಸಿದರು. — [255, 1276, 365, 1338]
bullet-item: ಸಮುದಾಯ ಮತ್ತು ಬಹು ವಲಯ ಅಭಿವೃದ್ಧಿ ಯೋಜನೆಯಡಿ 14794 ಫಲಾನುಭವಿಗಳಿಗೆ ಸೌಲಭ್ಯ — [476, 348, 688, 370]
lead-kicker: ಯೋಜನೆಗಳ ಸಮಗ್ರ ಪ್ರಗತಿ ಪರಿಶೀಲನೆ | ನಿಸಾರ್ ಅಹಮದ್ ಅಭಿಮತ — [207, 99, 498, 114]
kirusuddi-body-3: ಧಾರವಾಡ: ಕರ್ನಾಟಕ ವಿಶ್ವವಿದ್ಯಾಲಯದ ಸಭಾಂಗಣದಲ್ಲಿ ರಾಷ್ಟ್ರೀಯ ಸಮ್ಮೇಳನ ಏ.10 ರಂದು ನಡೆಯಲಿದೆ. ವಿಕಸಿತ ಭಾರತ 2047ರ ಗುರಿ ಸಾಧನೆಯಲ್ಲಿ ಸ್ವದೇಶಿ ಚಿಂತನೆ ವಿಷಯದ ಕುರಿತು ವಿಚಾರಗೋಷ್ಠಿ ನಡೆಯಲಿದ್ದು ವಿವಿಧ ತಜ್ಞರು ಭಾಗವಹಿಸಲಿದ್ದಾರೆ. — [30, 676, 195, 711]
vishwashanti-body-col2: ರೋಣ: ಮಧ್ಯ ಪ್ರಾಚ್ಯದಲ್ಲಿ ನಡೆಯುತ್ತಿರುವ ಯುದ್ಧ ಶೀಘ್ರ ಕೊನೆಗೊಂಡು ವಿಶ್ವದಲ್ಲಿ ಶಾಂತಿ ನೆಲೆಸಲಿ ಎಂದು ಪ್ರಾರ್ಥಿಸಿ ತಾಲೂಕಿನ ಸವಡಿ ಗ್ರಾಮದ ಭಕ್ತರು ಎರೆಶಿಗಮ್ಮ ದೇವಿಯ ಸನ್ನಿಧಿಯಲ್ಲಿ ವಿಶೇಷ ಹೋಮ ಹವನ ನೆರವೇರಿಸಿದರು. ಗ್ರಾಮದ ಹಿರಿಯರು, ಮಹಿಳೆಯರು ಹಾಗೂ ಯುವಕರು ಪಾಲ್ಗೊಂಡು ಪೂಜೆ ಸಲ್ಲಿಸಿದರು. — [145, 1276, 250, 1338]
